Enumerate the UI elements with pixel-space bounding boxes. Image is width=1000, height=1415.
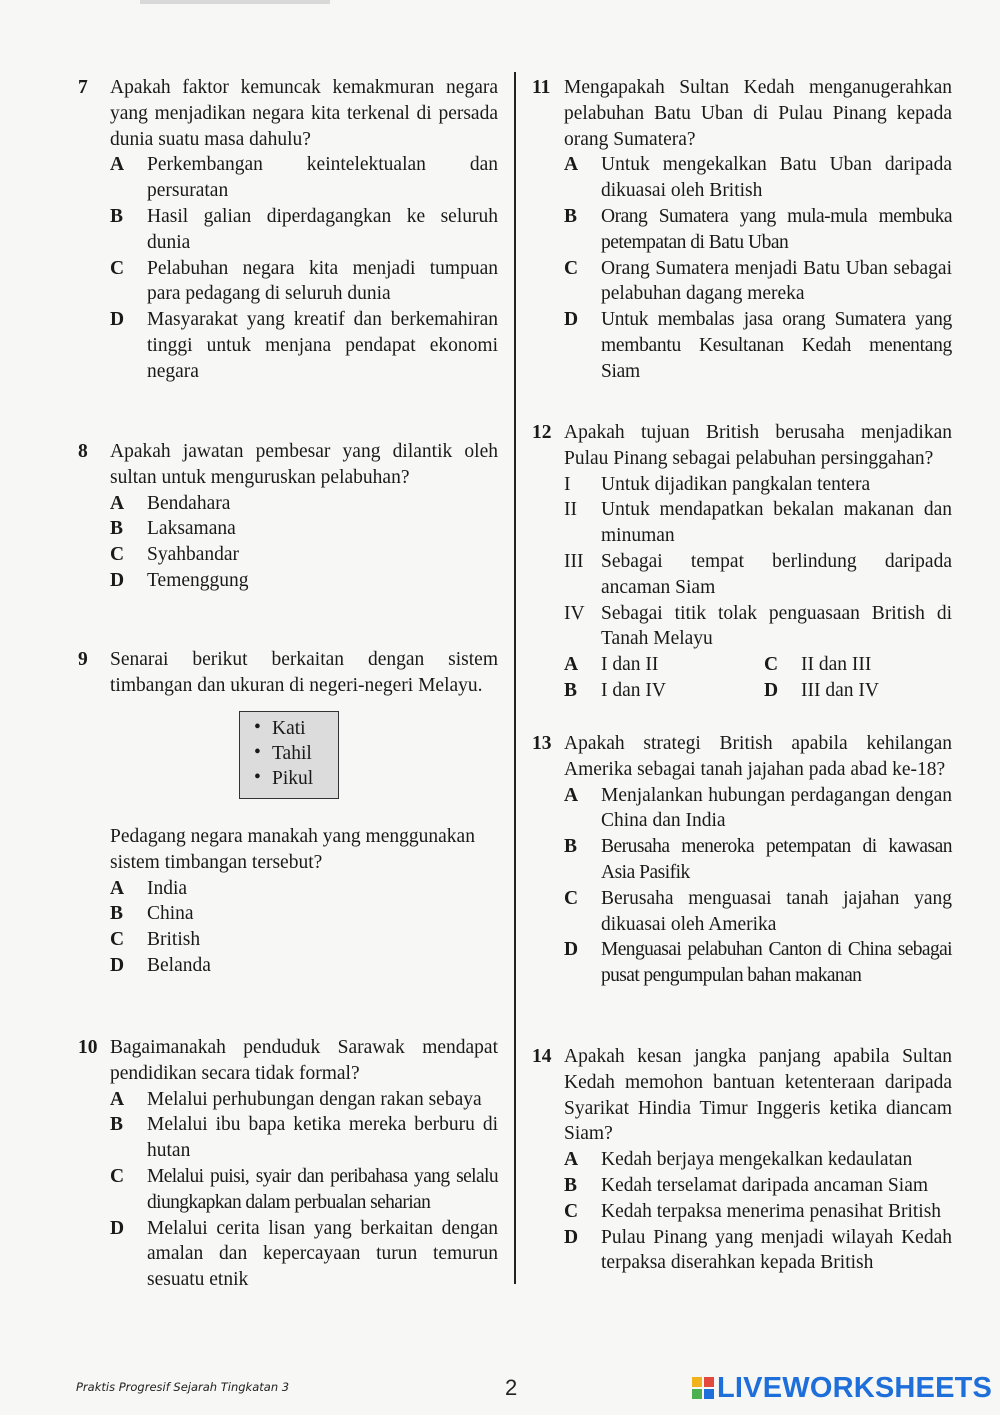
statement-iii: III Sebagai tempat berlindung daripada ancaman Siam bbox=[564, 550, 952, 598]
option-d[interactable]: D Menguasai pelabuhan Canton di China sebagai pusat pengumpulan bahan makanan bbox=[564, 939, 952, 987]
question-stem: Apakah faktor kemuncak kemakmuran negara yang menjadikan negara kita terkenal di persada dunia suatu masa dahulu? bbox=[110, 77, 498, 150]
question-number: 13 bbox=[532, 733, 552, 754]
option-c[interactable]: C Kedah terpaksa menerima penasihat British bbox=[564, 1200, 942, 1222]
option-c[interactable]: C Orang Sumatera menjadi Batu Uban sebagai pelabuhan dagang mereka bbox=[564, 257, 952, 305]
option-b[interactable]: B Melalui ibu bapa ketika mereka berburu di hutan bbox=[110, 1114, 498, 1162]
question-prompt: Pedagang negara manakah yang menggunakan sistem timbangan tersebut? bbox=[110, 826, 475, 873]
question-stem: Bagaimanakah penduduk Sarawak mendapat pendidikan secara tidak formal? bbox=[110, 1037, 498, 1084]
list-item: • Tahil bbox=[254, 742, 312, 764]
option-a[interactable]: A Kedah berjaya mengekalkan kedaulatan bbox=[564, 1149, 913, 1171]
question-stem: Apakah kesan jangka panjang apabila Sultan Kedah memohon bantuan ketenteraan daripada Syarikat Hindia Timur Inggeris ketika diancam Siam? bbox=[564, 1046, 952, 1145]
statement-ii: II Untuk mendapatkan bekalan makanan dan minuman bbox=[564, 499, 952, 547]
question-13 bbox=[532, 731, 952, 989]
option-b[interactable]: B Laksamana bbox=[110, 518, 236, 540]
option-a[interactable]: A Menjalankan hubungan perdagangan dengan China dan India bbox=[564, 784, 952, 832]
option-c[interactable]: C Melalui puisi, syair dan peribahasa yang selalu diungkapkan dalam perbualan seharian bbox=[110, 1165, 498, 1213]
option-d[interactable]: D Masyarakat yang kreatif dan berkemahiran tinggi untuk menjana pendapat ekonomi negara bbox=[110, 309, 498, 382]
option-c[interactable]: C II dan III bbox=[764, 654, 872, 676]
option-c[interactable]: C Pelabuhan negara kita menjadi tumpuan para pedagang di seluruh dunia bbox=[110, 257, 498, 305]
option-d[interactable]: D Temenggung bbox=[110, 569, 249, 591]
column-divider bbox=[514, 72, 516, 1284]
question-stem: Apakah tujuan British berusaha menjadikan Pulau Pinang sebagai pelabuhan persinggahan? bbox=[564, 422, 952, 469]
question-stem: Mengapakah Sultan Kedah menganugerahkan pelabuhan Batu Uban di Pulau Pinang kepada orang Sumatera? bbox=[564, 77, 952, 150]
weights-list-box bbox=[239, 711, 339, 799]
question-11 bbox=[532, 75, 952, 385]
question-14 bbox=[532, 1044, 952, 1276]
question-number: 9 bbox=[78, 649, 88, 670]
option-c[interactable]: C British bbox=[110, 929, 201, 951]
option-b[interactable]: B Kedah terselamat daripada ancaman Siam bbox=[564, 1174, 929, 1196]
option-b[interactable]: B Berusaha meneroka petempatan di kawasan Asia Pasifik bbox=[564, 836, 952, 883]
question-number: 10 bbox=[78, 1037, 98, 1058]
option-d[interactable]: D Untuk membalas jasa orang Sumatera yang membantu Kesultanan Kedah menentang Siam bbox=[564, 309, 952, 382]
option-c[interactable]: C Syahbandar bbox=[110, 544, 240, 566]
option-b[interactable]: B Hasil galian diperdagangkan ke seluruh dunia bbox=[110, 205, 498, 253]
option-d[interactable]: D Melalui cerita lisan yang berkaitan dengan amalan dan kepercayaan turun temurun sesuatu etnik bbox=[110, 1217, 498, 1291]
brand-name: LIVEWORKSHEETS bbox=[717, 1371, 993, 1404]
question-8 bbox=[78, 439, 498, 594]
scan-mark bbox=[140, 0, 330, 4]
option-d[interactable]: D Pulau Pinang yang menjadi wilayah Kedah terpaksa diserahkan kepada British bbox=[564, 1226, 952, 1274]
question-9-continued bbox=[78, 824, 498, 979]
question-7 bbox=[78, 75, 498, 385]
option-d[interactable]: D III dan IV bbox=[764, 679, 879, 701]
page-number: 2 bbox=[505, 1375, 518, 1400]
option-b[interactable]: B China bbox=[110, 903, 194, 925]
question-stem: Senarai berikut berkaitan dengan sistem timbangan dan ukuran di negeri-negeri Melayu. bbox=[110, 649, 498, 696]
liveworksheets-logo-icon bbox=[692, 1377, 714, 1399]
question-9 bbox=[78, 647, 498, 699]
question-stem: Apakah jawatan pembesar yang dilantik oleh sultan untuk menguruskan pelabuhan? bbox=[110, 441, 498, 488]
option-a[interactable]: A India bbox=[110, 877, 188, 899]
statement-iv: IV Sebagai titik tolak penguasaan British di Tanah Melayu bbox=[564, 602, 952, 650]
list-item: • Kati bbox=[254, 717, 306, 739]
option-b[interactable]: B Orang Sumatera yang mula-mula membuka petempatan di Batu Uban bbox=[564, 205, 952, 253]
liveworksheets-brand[interactable] bbox=[692, 1373, 992, 1403]
question-number: 11 bbox=[532, 77, 551, 98]
question-number: 7 bbox=[78, 77, 88, 98]
question-number: 8 bbox=[78, 441, 88, 462]
question-10 bbox=[78, 1035, 498, 1293]
option-a[interactable]: A Bendahara bbox=[110, 492, 231, 514]
statement-i: I Untuk dijadikan pangkalan tentera bbox=[564, 473, 871, 495]
options-grid bbox=[564, 652, 952, 704]
option-a[interactable]: A Melalui perhubungan dengan rakan sebaya bbox=[110, 1088, 482, 1110]
option-a[interactable]: A Untuk mengekalkan Batu Uban daripada dikuasai oleh British bbox=[564, 154, 952, 202]
option-d[interactable]: D Belanda bbox=[110, 954, 211, 976]
option-b[interactable]: B I dan IV bbox=[564, 679, 666, 701]
option-a[interactable]: A Perkembangan keintelektualan dan persuratan bbox=[110, 154, 498, 202]
question-number: 12 bbox=[532, 422, 552, 443]
question-12 bbox=[532, 420, 952, 704]
question-number: 14 bbox=[532, 1046, 552, 1067]
option-a[interactable]: A I dan II bbox=[564, 654, 659, 676]
option-c[interactable]: C Berusaha menguasai tanah jajahan yang dikuasai oleh Amerika bbox=[564, 887, 952, 935]
question-stem: Apakah strategi British apabila kehilangan Amerika sebagai tanah jajahan pada abad ke-18? bbox=[564, 733, 952, 780]
list-item: • Pikul bbox=[254, 767, 314, 789]
book-title: Praktis Progresif Sejarah Tingkatan 3 bbox=[76, 1380, 290, 1394]
